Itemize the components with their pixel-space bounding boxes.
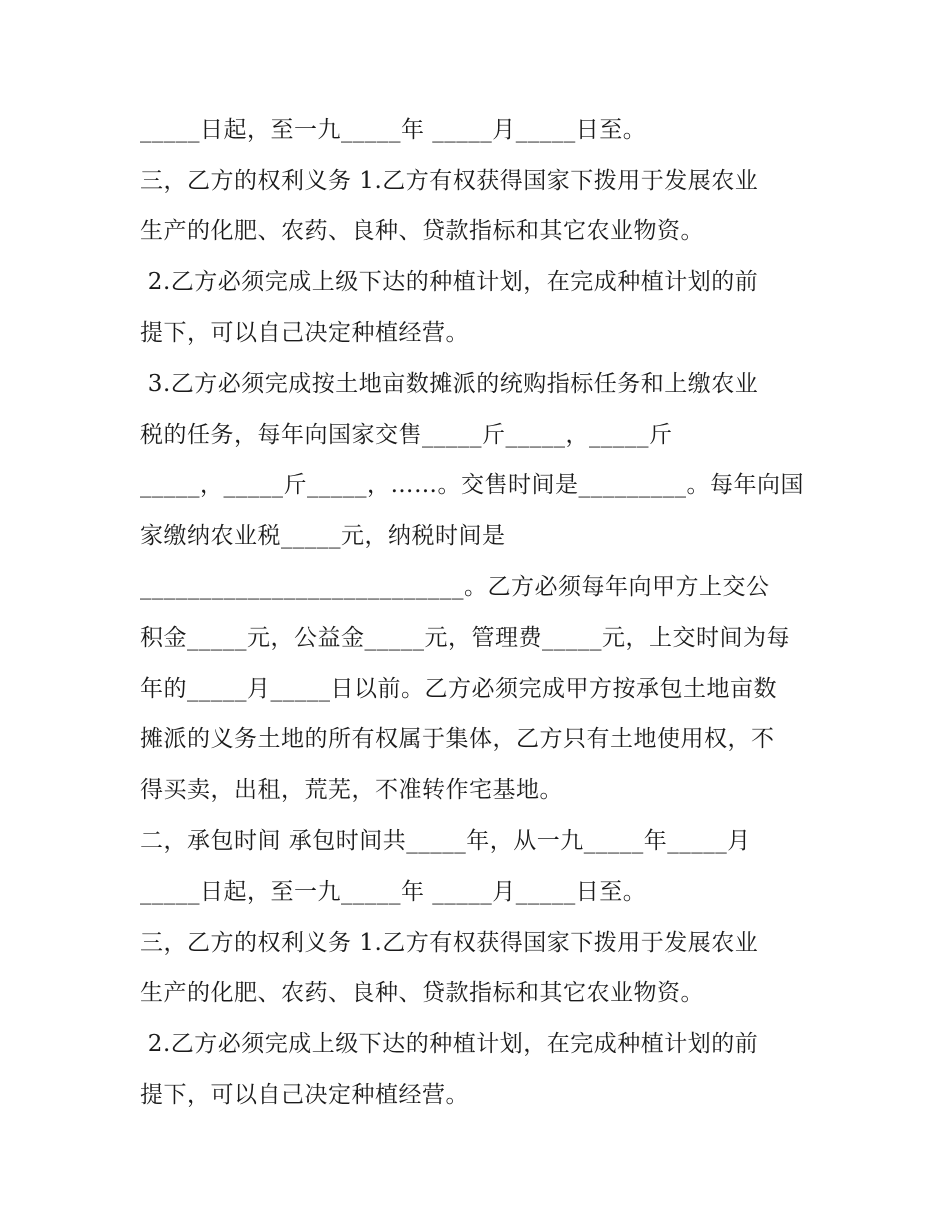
text-line: 2.乙方必须完成上级下达的种植计划，在完成种植计划的前 xyxy=(140,1031,759,1057)
text-line: 税的任务，每年向国家交售_____斤_____，_____斤 xyxy=(140,422,673,448)
text-line: _____日起，至一九_____年 _____月_____日至。 xyxy=(140,879,647,905)
text-line: 二，承包时间 承包时间共_____年，从一九_____年_____月 xyxy=(140,828,751,854)
text-line: 三，乙方的权利义务 1.乙方有权获得国家下拨用于发展农业 xyxy=(140,930,759,956)
text-line: 提下，可以自己决定种植经营。 xyxy=(140,1082,469,1108)
text-line: 三，乙方的权利义务 1.乙方有权获得国家下拨用于发展农业 xyxy=(140,168,759,194)
text-line: _____，_____斤_____，……。交售时间是_________。每年向国 xyxy=(140,472,804,498)
text-line: 摊派的义务土地的所有权属于集体，乙方只有土地使用权，不 xyxy=(140,726,775,752)
text-line: 生产的化肥、农药、良种、贷款指标和其它农业物资。 xyxy=(140,218,704,244)
text-line: 积金_____元，公益金_____元，管理费_____元，上交时间为每 xyxy=(140,625,790,651)
text-line: 得买卖，出租，荒芜，不准转作宅基地。 xyxy=(140,777,563,803)
text-line: 家缴纳农业税_____元，纳税时间是 xyxy=(140,523,506,549)
text-line: 生产的化肥、农药、良种、贷款指标和其它农业物资。 xyxy=(140,980,704,1006)
text-line: 2.乙方必须完成上级下达的种植计划，在完成种植计划的前 xyxy=(140,269,759,295)
text-line: ___________________________。乙方必须每年向甲方上交公 xyxy=(140,574,770,600)
text-line: 3.乙方必须完成按土地亩数摊派的统购指标任务和上缴农业 xyxy=(140,371,759,397)
text-line: _____日起，至一九_____年 _____月_____日至。 xyxy=(140,117,647,143)
text-line: 提下，可以自己决定种植经营。 xyxy=(140,320,469,346)
text-line: 年的_____月_____日以前。乙方必须完成甲方按承包土地亩数 xyxy=(140,676,777,702)
